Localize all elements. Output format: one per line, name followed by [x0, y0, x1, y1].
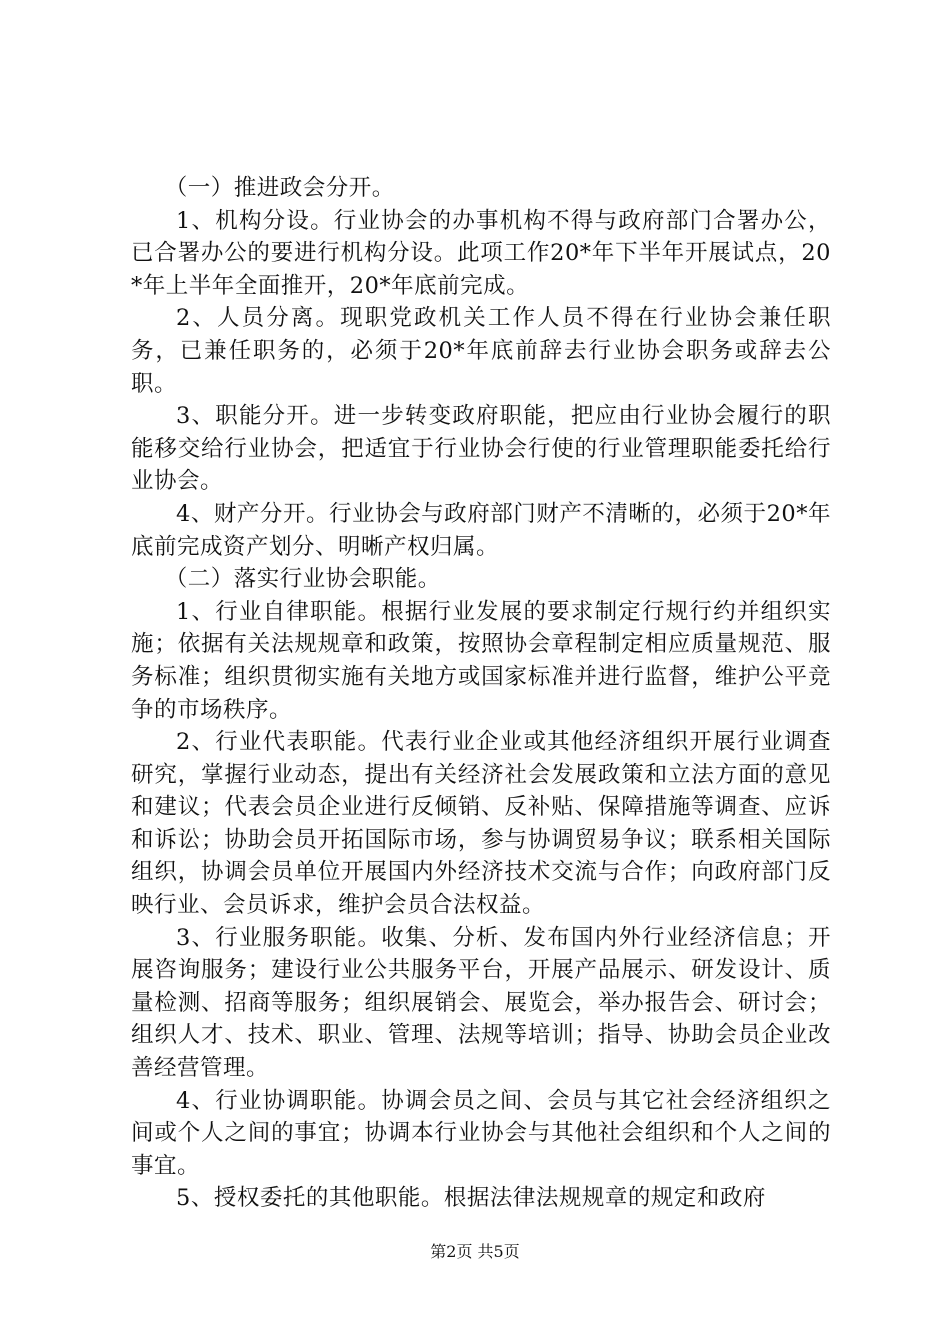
paragraph-2-5: 5、授权委托的其他职能。根据法律法规规章的规定和政府 [176, 1185, 766, 1212]
document-body [131, 172, 831, 1215]
paragraph-1-3: 3、职能分开。进一步转变政府职能，把应由行业协会履行的职能移交给行业协会，把适宜于行业协会行使的行业管理职能委托给行业协会。 [131, 403, 831, 495]
paragraph-1-2: 2、人员分离。现职党政机关工作人员不得在行业协会兼任职务，已兼任职务的，必须于20*年底前辞去行业协会职务或辞去公职。 [131, 305, 831, 397]
paragraph-2-2: 2、行业代表职能。代表行业企业或其他经济组织开展行业调查研究，掌握行业动态，提出有关经济社会发展政策和立法方面的意见和建议；代表会员企业进行反倾销、反补贴、保障措施等调查、应诉和诉讼；协助会员开拓国际市场，参与协调贸易争议；联系相关国际组织，协调会员单位开展国内外经济技术交流与合作；向政府部门反映行业、会员诉求，维护会员合法权益。 [131, 729, 831, 919]
paragraph-2-4: 4、行业协调职能。协调会员之间、会员与其它社会经济组织之间或个人之间的事宜；协调本行业协会与其他社会组织和个人之间的事宜。 [131, 1087, 831, 1179]
section-heading-1: （一）推进政会分开。 [164, 175, 395, 201]
paragraph-1-1: 1、机构分设。行业协会的办事机构不得与政府部门合署办公，已合署办公的要进行机构分设。此项工作20*年下半年开展试点，20*年上半年全面推开，20*年底前完成。 [131, 207, 831, 299]
paragraph-1-4: 4、财产分开。行业协会与政府部门财产不清晰的，必须于20*年底前完成资产划分、明晰产权归属。 [131, 500, 831, 560]
paragraph-2-1: 1、行业自律职能。根据行业发展的要求制定行规行约并组织实施；依据有关法规规章和政策，按照协会章程制定相应质量规范、服务标准；组织贯彻实施有关地方或国家标准并进行监督，维护公平竞争的市场秩序。 [131, 598, 831, 723]
paragraph-2-3: 3、行业服务职能。收集、分析、发布国内外行业经济信息；开展咨询服务；建设行业公共服务平台，开展产品展示、研发设计、质量检测、招商等服务；组织展销会、展览会，举办报告会、研讨会；组织人才、技术、职业、管理、法规等培训；指导、协助会员企业改善经营管理。 [131, 924, 831, 1082]
section-heading-2: （二）落实行业协会职能。 [164, 566, 441, 593]
page-number-footer: 第2页 共5页 [430, 1242, 520, 1261]
